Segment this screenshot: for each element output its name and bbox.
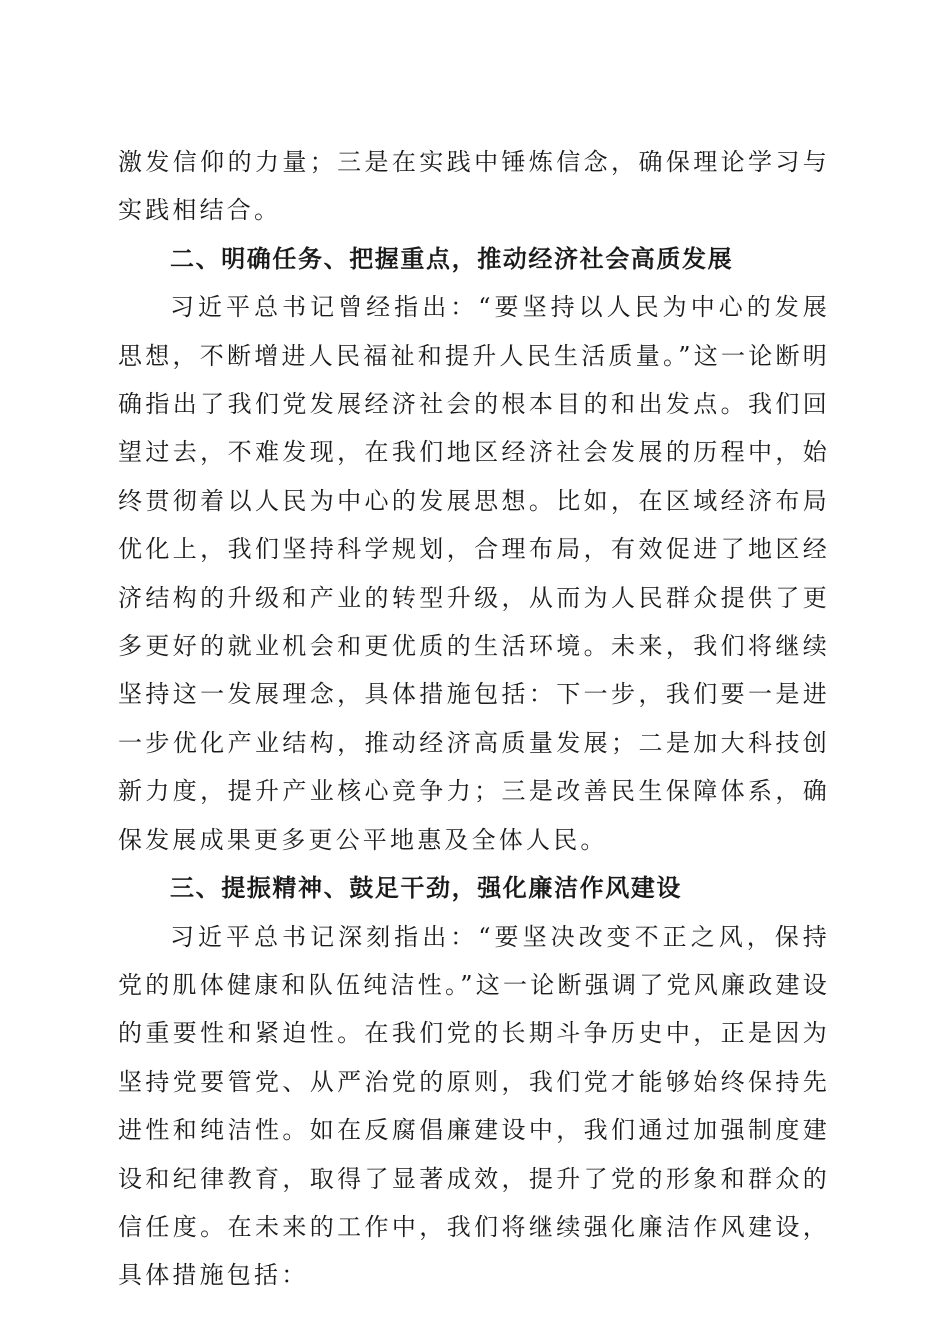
section-heading-two: 二、明确任务、把握重点，推动经济社会高质发展 [170, 244, 734, 273]
paragraph-integrity-conduct: 习近平总书记深刻指出：“要坚决改变不正之风，保持党的肌体健康和队伍纯洁性。”这一论断强调了党风廉政建设的重要性和紧迫性。在我们党的长期斗争历史中，正是因为坚持党要管党、从严治党的原则，我们党才能够始终保持先进性和纯洁性。如在反腐倡廉建设中，我们通过加强制度建设和纪律教育，取得了显著成效，提升了党的形象和群众的信任度。在未来的工作中，我们将继续强化廉洁作风建设，具体措施包括： [118, 922, 830, 1290]
document-body [118, 138, 830, 1300]
paragraph-economic-development: 习近平总书记曾经指出：“要坚持以人民为中心的发展思想，不断增进人民福祉和提升人民生活质量。”这一论断明确指出了我们党发展经济社会的根本目的和出发点。我们回望过去，不难发现，在我们地区经济社会发展的历程中，始终贯彻着以人民为中心的发展思想。比如，在区域经济布局优化上，我们坚持科学规划，合理布局，有效促进了地区经济结构的升级和产业的转型升级，从而为人民群众提供了更多更好的就业机会和更优质的生活环境。未来，我们将继续坚持这一发展理念，具体措施包括：下一步，我们要一是进一步优化产业结构，推动经济高质量发展；二是加大科技创新力度，提升产业核心竞争力；三是改善民生保障体系，确保发展成果更多更公平地惠及全体人民。 [118, 293, 830, 854]
paragraph-continuation: 激发信仰的力量；三是在实践中锤炼信念，确保理论学习与实践相结合。 [118, 148, 830, 225]
section-heading-three: 三、提振精神、鼓足干劲，强化廉洁作风建设 [170, 874, 682, 903]
